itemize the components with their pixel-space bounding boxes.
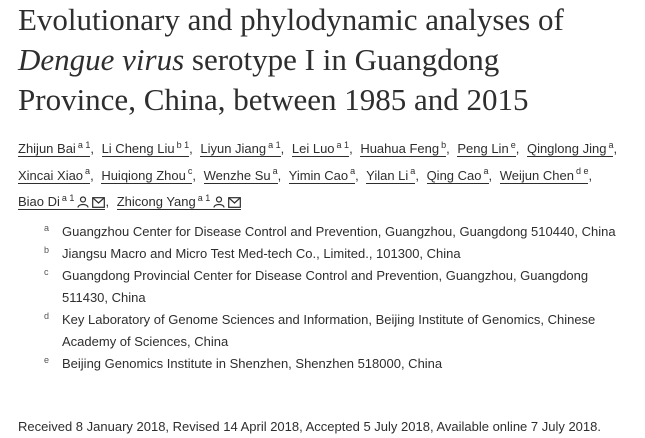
title-line-2: serotype I in Guangdong <box>184 42 500 77</box>
author-link[interactable] <box>457 141 515 157</box>
author-name: Huiqiong Zhou <box>101 167 186 183</box>
author-affil-ref: a <box>272 166 278 177</box>
affiliation-text: Guangdong Provincial Center for Disease Control and Prevention, Guangzhou, Guangdong 511430, China <box>62 268 589 305</box>
affiliation-marker: b <box>44 245 50 255</box>
author-affil-ref: b 1 <box>176 140 190 150</box>
affiliation-item <box>44 265 624 309</box>
author-link[interactable] <box>200 141 280 157</box>
author-link[interactable] <box>204 168 278 184</box>
affiliation-list <box>44 221 624 375</box>
author-name: Zhicong Yang <box>116 193 196 209</box>
author-affil-ref: a <box>483 166 489 177</box>
author-affil-ref: c <box>187 166 193 177</box>
author-link[interactable] <box>289 168 356 184</box>
author-name: Qinglong Jing <box>526 141 607 157</box>
author-affil-ref: e <box>510 140 516 150</box>
author-affil-ref: a 1 <box>268 140 281 150</box>
author-affil-ref: a <box>350 166 356 177</box>
author-name: Huahua Feng <box>360 141 440 157</box>
title-line-3: Province, China, between 1985 and 2015 <box>18 82 529 117</box>
author-name: Yimin Cao <box>288 167 349 183</box>
author-affil-ref: a <box>85 166 91 177</box>
author-list: Zhijun Bai $^{a 1}$, Li Cheng Liu $^{b 1}$, Liyun Jiang $^{a 1}$, Lei Luo $^{a 1}$, Huahua Feng $^b$, Peng Lin $^e$, Qinglong Jing $^a$, Xincai Xiao $^a$, Huiqiong Zhou $^c$, Wenzhe Su $^a$, Yimin Cao $^a$, Yilan Li $^a$, Qing Cao $^a$, Weijun Chen $^{d e}$, Biao Di $^{a 1}$ , Zhicong Yang $^{a 1}$ <box>18 134 633 215</box>
author-link[interactable] <box>292 141 349 157</box>
affiliation-marker: c <box>44 267 49 277</box>
author-affil-ref: a 1 <box>61 192 75 203</box>
affiliation-item <box>44 243 624 265</box>
author-name: Weijun Chen <box>499 167 574 183</box>
author-name: Yilan Li <box>366 167 409 183</box>
author-name: Li Cheng Liu <box>101 141 175 157</box>
author-link[interactable] <box>117 194 242 210</box>
author-affil-ref: a 1 <box>197 192 211 203</box>
author-name: Qing Cao <box>426 167 482 183</box>
author-name: Liyun Jiang <box>200 141 267 157</box>
article-title <box>18 0 638 120</box>
person-icon <box>213 193 225 215</box>
author-affil-ref: a <box>410 166 416 177</box>
title-italic-virus: Dengue virus <box>18 42 185 77</box>
author-name: Xincai Xiao <box>18 167 84 183</box>
author-link[interactable] <box>18 168 90 184</box>
author-affil-ref: b <box>441 140 447 150</box>
author-link[interactable] <box>500 168 589 184</box>
author-affil-ref: a <box>608 140 614 150</box>
author-affil-ref: d e <box>575 166 589 177</box>
author-link[interactable] <box>18 141 90 157</box>
affiliation-marker: e <box>44 355 50 365</box>
article-history-dates: Received 8 January 2018, Revised 14 April 2018, Accepted 5 July 2018, Available online 7 July 2018. <box>18 419 601 434</box>
affiliation-item <box>44 353 624 375</box>
author-link[interactable] <box>427 168 489 184</box>
author-name: Wenzhe Su <box>203 167 271 183</box>
affiliation-item <box>44 221 624 243</box>
affiliation-text: Guangzhou Center for Disease Control and Prevention, Guangzhou, Guangdong 510440, China <box>62 224 616 239</box>
author-link[interactable] <box>101 168 192 184</box>
affiliation-text: Beijing Genomics Institute in Shenzhen, Shenzhen 518000, China <box>62 356 443 371</box>
author-name: Biao Di <box>18 193 60 209</box>
author-affil-ref: a 1 <box>336 140 350 150</box>
title-line-1: Evolutionary and phylodynamic analyses of <box>18 2 564 37</box>
author-affil-ref: a 1 <box>77 140 91 150</box>
affiliation-marker: d <box>44 311 50 321</box>
author-link[interactable] <box>102 141 190 157</box>
author-name: Peng Lin <box>457 141 509 157</box>
person-icon <box>77 193 89 215</box>
author-name: Lei Luo <box>291 141 335 157</box>
author-link[interactable] <box>527 141 614 157</box>
author-name: Zhijun Bai <box>18 141 76 157</box>
author-link[interactable] <box>366 168 415 184</box>
affiliation-text: Key Laboratory of Genome Sciences and Information, Beijing Institute of Genomics, Chinese Academy of Sciences, China <box>62 312 596 349</box>
affiliation-item <box>44 309 624 353</box>
email-icon <box>228 193 241 215</box>
affiliation-text: Jiangsu Macro and Micro Test Med-tech Co., Limited., 101300, China <box>62 246 461 261</box>
author-link[interactable] <box>360 141 446 157</box>
email-icon <box>92 193 105 215</box>
author-link[interactable] <box>18 194 105 210</box>
affiliation-marker: a <box>44 223 50 233</box>
